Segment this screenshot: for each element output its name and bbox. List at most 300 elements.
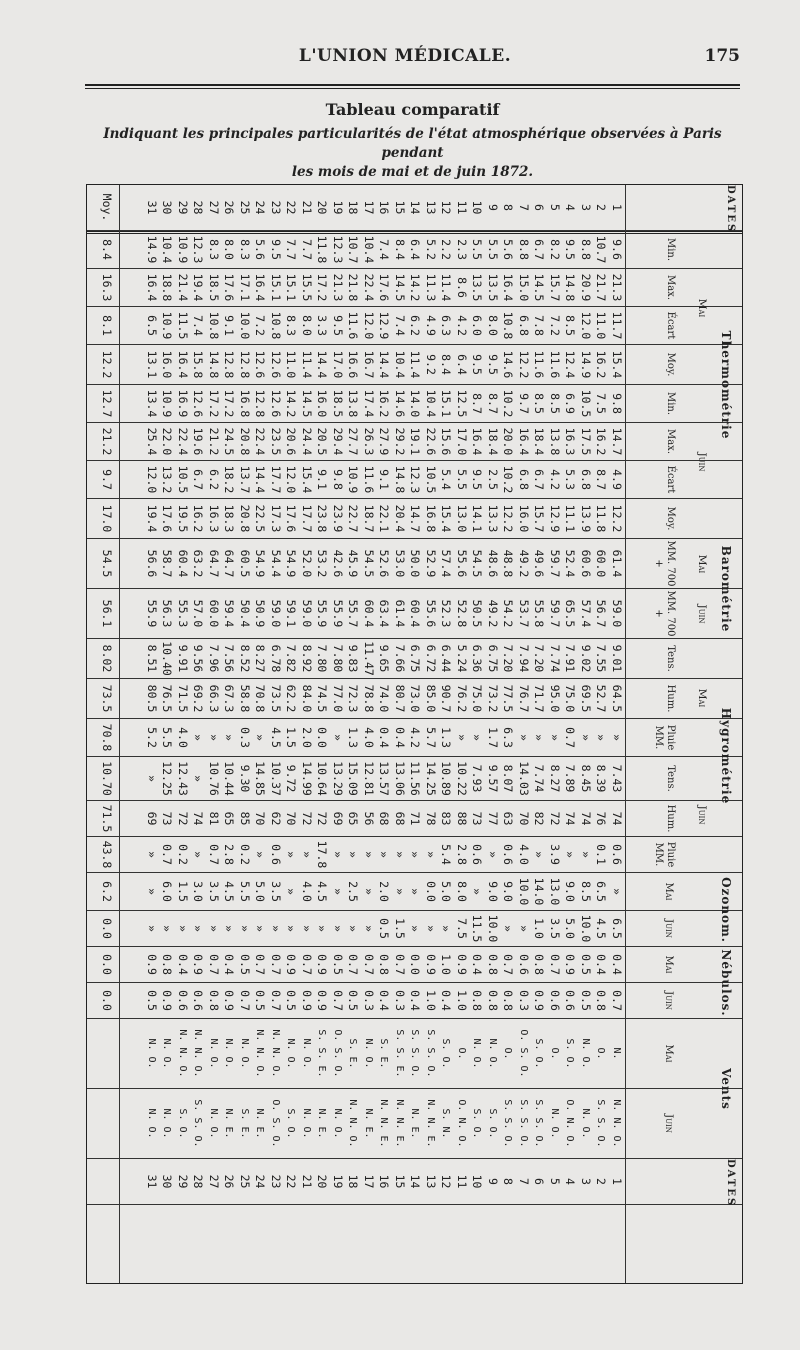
column-n_mai — [87, 947, 742, 983]
data-cell: 0.5 — [331, 954, 345, 975]
data-cell: 8.0 — [486, 315, 500, 336]
data-cell: 55.6 — [455, 549, 469, 578]
data-cell: 12.81 — [362, 761, 376, 796]
moy-cell: 0.0 — [100, 954, 114, 975]
data-cell: » — [579, 734, 593, 741]
data-cell: 8.5 — [532, 393, 547, 414]
date-cell: 19 — [331, 1174, 345, 1189]
data-cell: 10.7 — [346, 235, 361, 264]
date-cell: 8 — [501, 204, 516, 211]
data-cell: 49.2 — [517, 549, 531, 578]
data-cell: 0.6 — [501, 844, 516, 865]
data-cell: 21.8 — [346, 273, 361, 302]
data-cell: 77 — [486, 811, 500, 826]
data-cell: 29.2 — [393, 427, 407, 456]
data-cell: 12.25 — [160, 761, 175, 796]
data-cell: 1.0 — [424, 990, 438, 1011]
data-cell: 56.7 — [594, 599, 609, 628]
data-cell: 13.1 — [145, 350, 159, 379]
data-cell: 55.3 — [176, 599, 190, 628]
data-cell: 52.0 — [300, 549, 314, 578]
data-cell: 10.9 — [160, 389, 175, 418]
column-header: Max. — [665, 428, 676, 455]
data-cell: 9.1 — [377, 469, 392, 490]
moy-cell: 8.1 — [100, 315, 114, 336]
data-cell: 7.4 — [377, 239, 392, 260]
data-cell: 6.7 — [532, 239, 547, 260]
data-cell: » — [284, 925, 299, 932]
data-cell: 0.8 — [470, 990, 485, 1011]
data-cell: 66.3 — [207, 684, 221, 713]
data-cell: 18.5 — [331, 389, 345, 418]
data-cell: 0.9 — [315, 954, 330, 975]
data-cell: 50.0 — [408, 549, 423, 578]
data-cell: 23.9 — [331, 504, 345, 533]
table-subtitle — [85, 125, 740, 182]
date-cell: 8 — [501, 1178, 516, 1185]
data-cell: 77.5 — [501, 684, 516, 713]
data-cell: S. N. — [440, 1108, 452, 1139]
date-cell: 17 — [362, 1174, 376, 1189]
moy-cell: 12.2 — [100, 350, 114, 379]
data-cell: » — [207, 925, 221, 932]
data-cell: » — [594, 734, 609, 741]
data-cell: 59.7 — [548, 549, 562, 578]
data-cell: » — [238, 925, 252, 932]
data-cell: N. E. — [409, 1108, 421, 1139]
data-cell: S. S. O. — [595, 1099, 607, 1148]
data-cell: 6.8 — [517, 315, 531, 336]
data-cell: 14.4 — [315, 350, 330, 379]
data-cell: 20.6 — [284, 427, 299, 456]
data-cell: O. S. O. — [518, 1029, 529, 1078]
data-cell: 12.8 — [253, 389, 268, 418]
data-cell: 4.5 — [594, 918, 609, 939]
data-cell: 12.0 — [362, 311, 376, 340]
data-cell: 67.3 — [222, 684, 237, 713]
data-cell: 70 — [284, 811, 299, 826]
data-cell: 11.8 — [594, 504, 609, 533]
data-cell: 0.5 — [284, 990, 299, 1011]
data-cell: 85 — [238, 811, 252, 826]
data-cell: 7.7 — [284, 239, 299, 260]
data-cell: S. S. O. — [533, 1099, 545, 1148]
data-cell: 64.7 — [222, 549, 237, 578]
data-cell: 85.0 — [424, 684, 438, 713]
column-header: Juin — [663, 991, 674, 1010]
data-cell: 4.2 — [455, 315, 469, 336]
data-cell: 57.0 — [191, 599, 206, 628]
data-cell: 9.65 — [377, 644, 392, 673]
column-t_juin_max — [87, 423, 742, 461]
data-cell: 45.9 — [346, 549, 361, 578]
data-cell: 6.2 — [408, 315, 423, 336]
data-cell: » — [253, 734, 268, 741]
data-cell: 19.4 — [145, 504, 159, 533]
data-cell: 9.5 — [331, 315, 345, 336]
data-cell: 61.4 — [393, 599, 407, 628]
data-cell: 78.8 — [362, 684, 376, 713]
data-cell: 49.6 — [532, 549, 547, 578]
data-cell: 5.5 — [455, 469, 469, 490]
data-cell: 0.6 — [548, 990, 562, 1011]
data-cell: O. — [456, 1047, 467, 1060]
data-cell: 0.7 — [346, 954, 361, 975]
data-cell: 50.5 — [470, 599, 485, 628]
data-cell: 12.2 — [610, 504, 624, 533]
column-v_mai — [87, 1019, 742, 1089]
data-cell: » — [253, 925, 268, 932]
data-cell: 13.8 — [346, 389, 361, 418]
data-cell: » — [501, 925, 516, 932]
data-cell: 16.6 — [346, 350, 361, 379]
data-cell: 13.0 — [548, 877, 562, 906]
data-cell: 0.7 — [207, 954, 221, 975]
date-cell: 14 — [408, 200, 423, 215]
data-cell: 0.8 — [501, 990, 516, 1011]
group-hygro-juin: Juin — [696, 805, 708, 825]
data-cell: 6.4 — [455, 354, 469, 375]
data-cell: 7.55 — [594, 644, 609, 673]
column-header: Tens. — [665, 645, 676, 672]
data-cell: 70 — [517, 811, 531, 826]
data-cell: 68 — [393, 811, 407, 826]
data-cell: 12.6 — [269, 389, 283, 418]
data-cell: 59.0 — [300, 599, 314, 628]
data-cell: 0.9 — [160, 990, 175, 1011]
data-cell: 5.6 — [253, 239, 268, 260]
data-cell: 19.5 — [176, 504, 190, 533]
data-cell: 0.8 — [486, 954, 500, 975]
data-cell: 76.5 — [160, 684, 175, 713]
data-cell: 60.5 — [238, 549, 252, 578]
date-cell: 6 — [532, 204, 547, 211]
data-cell: S. O. — [285, 1108, 297, 1139]
data-cell: 23.5 — [269, 427, 283, 456]
data-cell: 10.0 — [579, 914, 593, 943]
data-cell: 8.27 — [253, 644, 268, 673]
moy-cell: 8.02 — [100, 644, 114, 673]
data-cell: » — [610, 888, 624, 895]
data-cell: N. O. — [223, 1038, 235, 1069]
column-header: Pluie MM. — [653, 841, 676, 868]
data-cell: 7.7 — [300, 239, 314, 260]
data-cell: 0.7 — [207, 844, 221, 865]
group-thermo-juin: Juin — [696, 452, 708, 472]
data-cell: 22.5 — [253, 504, 268, 533]
data-cell: 11.0 — [284, 350, 299, 379]
data-cell: 59.0 — [610, 599, 624, 628]
data-cell: 5.4 — [439, 469, 454, 490]
data-cell: N. O. — [161, 1108, 173, 1139]
data-cell: 95.0 — [548, 684, 562, 713]
data-cell: N. O. — [301, 1108, 312, 1139]
date-cell: 17 — [362, 200, 376, 215]
data-cell: 0.5 — [238, 954, 252, 975]
data-cell: 0.7 — [238, 990, 252, 1011]
data-cell: 8.7 — [486, 393, 500, 414]
data-cell: 7.94 — [517, 644, 531, 673]
table-rule — [119, 185, 120, 1283]
data-cell: 76 — [594, 811, 609, 826]
data-cell: 53.7 — [517, 599, 531, 628]
data-cell: » — [346, 925, 361, 932]
data-cell: » — [331, 734, 345, 741]
data-cell: 3.0 — [191, 881, 206, 902]
data-cell: 0.9 — [532, 990, 547, 1011]
data-cell: » — [145, 851, 159, 858]
data-cell: 6.5 — [145, 315, 159, 336]
data-cell: 4.5 — [269, 727, 283, 748]
data-cell: » — [145, 925, 159, 932]
data-cell: 17.2 — [315, 273, 330, 302]
data-cell: 16.4 — [501, 273, 516, 302]
moy-cell: 16.3 — [100, 273, 114, 302]
data-cell: 55.9 — [331, 599, 345, 628]
data-cell: 15.4 — [610, 350, 624, 379]
column-t_mai_min — [87, 231, 742, 269]
data-cell: » — [408, 888, 423, 895]
data-cell: 15.1 — [439, 389, 454, 418]
data-cell: 73 — [470, 811, 485, 826]
data-cell: 9.6 — [610, 239, 624, 260]
data-cell: 12.0 — [284, 465, 299, 494]
data-cell: 0.4 — [176, 954, 190, 975]
data-cell: 61.4 — [610, 549, 624, 578]
data-cell: 60.6 — [579, 549, 593, 578]
data-cell: » — [424, 851, 438, 858]
data-cell: » — [563, 851, 578, 858]
data-cell: 6.9 — [563, 393, 578, 414]
data-cell: N. O. — [487, 1038, 498, 1069]
data-cell: 0.6 — [176, 990, 190, 1011]
group-thermometrie: Thermométrie — [719, 330, 733, 440]
data-cell: 59.0 — [269, 599, 283, 628]
data-cell: 5.0 — [253, 881, 268, 902]
date-cell: 12 — [439, 1174, 454, 1189]
data-cell: 7.2 — [548, 315, 562, 336]
data-cell: 73.5 — [269, 684, 283, 713]
data-cell: 18.3 — [222, 504, 237, 533]
data-cell: 42.6 — [331, 549, 345, 578]
data-cell: 69 — [331, 811, 345, 826]
data-cell: 0.9 — [563, 954, 578, 975]
data-cell: 14.85 — [253, 761, 268, 796]
data-cell: 17.2 — [207, 389, 221, 418]
running-head — [60, 46, 750, 72]
data-cell: O. N. O. — [564, 1099, 576, 1148]
data-cell: 63 — [501, 811, 516, 826]
data-cell: 10.89 — [439, 761, 454, 796]
data-cell: N. O. — [146, 1108, 157, 1139]
data-cell: 11.5 — [176, 311, 190, 340]
table-rule — [625, 185, 626, 1283]
data-cell: 23.8 — [315, 504, 330, 533]
data-cell: 60.0 — [594, 549, 609, 578]
data-cell: 14.6 — [393, 389, 407, 418]
data-cell: 6.4 — [408, 239, 423, 260]
data-cell: 7.56 — [222, 644, 237, 673]
data-cell: 14.0 — [408, 389, 423, 418]
column-header: MM. 700 + — [653, 540, 676, 587]
data-cell: 2.5 — [346, 881, 361, 902]
dates-column-right — [87, 1159, 742, 1208]
data-cell: 74.5 — [315, 684, 330, 713]
data-cell: 8.92 — [300, 644, 314, 673]
data-cell: » — [300, 851, 314, 858]
data-cell: S. E. — [347, 1038, 359, 1069]
data-cell: 24.4 — [300, 427, 314, 456]
data-cell: 17.6 — [377, 273, 392, 302]
date-cell: 18 — [346, 1174, 361, 1189]
data-cell: 9.57 — [486, 764, 500, 793]
date-cell: 23 — [269, 1174, 283, 1189]
date-cell: 22 — [284, 1174, 299, 1189]
data-cell: 21.4 — [176, 273, 190, 302]
date-cell: 7 — [517, 1178, 531, 1185]
data-cell: 62.2 — [284, 684, 299, 713]
data-cell: 11.5 — [470, 914, 485, 943]
date-cell: 1 — [610, 204, 624, 211]
data-cell: 1.3 — [439, 727, 454, 748]
data-cell: 12.0 — [579, 311, 593, 340]
date-cell: 21 — [300, 200, 314, 215]
data-cell: 4.0 — [176, 727, 190, 748]
date-cell: 29 — [176, 200, 190, 215]
data-cell: O. — [549, 1047, 560, 1060]
data-cell: S. S. E. — [316, 1029, 328, 1078]
data-cell: 9.30 — [238, 764, 252, 793]
data-cell: 75.0 — [563, 684, 578, 713]
data-cell: 17.4 — [362, 389, 376, 418]
data-cell: 16.4 — [176, 350, 190, 379]
date-cell: 16 — [377, 1174, 392, 1189]
data-cell: 11.6 — [548, 350, 562, 379]
data-cell: 48.8 — [501, 549, 516, 578]
data-cell: 88 — [455, 811, 469, 826]
data-cell: 4.0 — [362, 727, 376, 748]
moy-cell: 12.7 — [100, 389, 114, 418]
date-cell: 19 — [331, 200, 345, 215]
data-cell: 29.4 — [331, 427, 345, 456]
data-cell: 22.1 — [377, 504, 392, 533]
column-t_juin_ecart — [87, 461, 742, 499]
date-cell: 6 — [532, 1178, 547, 1185]
data-cell: S. O. — [177, 1108, 188, 1139]
data-cell: N. N. O. — [611, 1099, 622, 1148]
data-cell: 12.8 — [222, 350, 237, 379]
data-cell: 21.7 — [594, 273, 609, 302]
column-header: Juin — [663, 1114, 674, 1133]
date-cell: 1 — [610, 1178, 624, 1185]
data-cell: 0.9 — [284, 954, 299, 975]
data-cell: 7.96 — [207, 644, 221, 673]
data-cell: 0.7 — [563, 727, 578, 748]
date-cell: 10 — [470, 1174, 485, 1189]
data-cell: 22.4 — [176, 427, 190, 456]
data-cell: 0.5 — [253, 990, 268, 1011]
data-cell: 0.4 — [377, 727, 392, 748]
rotated-table — [87, 185, 742, 1283]
data-cell: 16.9 — [176, 389, 190, 418]
data-cell: 2.5 — [486, 469, 500, 490]
data-cell: 26.3 — [362, 427, 376, 456]
data-cell: 15.7 — [548, 273, 562, 302]
data-cell: 74.0 — [377, 684, 392, 713]
data-cell: 17.8 — [315, 840, 330, 869]
data-cell: 75.0 — [470, 684, 485, 713]
data-cell: 7.4 — [393, 315, 407, 336]
data-cell: 7.20 — [501, 644, 516, 673]
data-cell: » — [331, 851, 345, 858]
data-cell: 16.2 — [594, 427, 609, 456]
data-cell: 16.8 — [238, 389, 252, 418]
data-cell: 60.4 — [176, 549, 190, 578]
data-cell: 77.0 — [331, 684, 345, 713]
data-cell: 21.2 — [207, 427, 221, 456]
data-cell: 4.0 — [517, 844, 531, 865]
group-thermo-mai: Mai — [696, 298, 708, 318]
date-cell: 22 — [284, 200, 299, 215]
data-cell: 0.6 — [269, 844, 283, 865]
data-cell: 6.2 — [207, 469, 221, 490]
date-cell: 2 — [594, 1178, 609, 1185]
data-cell: 8.5 — [563, 315, 578, 336]
data-cell: N. N. O. — [192, 1029, 204, 1078]
data-cell: 0.0 — [424, 881, 438, 902]
data-cell: 3.5 — [207, 881, 221, 902]
data-cell: 10.0 — [238, 311, 252, 340]
date-cell: 4 — [563, 204, 578, 211]
data-cell: 8.5 — [579, 881, 593, 902]
data-cell: 83 — [439, 811, 454, 826]
data-cell: 0.7 — [160, 844, 175, 865]
data-cell: 18.4 — [532, 427, 547, 456]
data-cell: 1.3 — [346, 727, 361, 748]
date-cell: 29 — [176, 1174, 190, 1189]
date-cell: 14 — [408, 1174, 423, 1189]
data-cell: 14.2 — [408, 273, 423, 302]
data-cell: 10.2 — [501, 389, 516, 418]
data-cell: 52.6 — [377, 549, 392, 578]
data-cell: 58.7 — [160, 549, 175, 578]
moy-cell: 0.0 — [100, 990, 114, 1011]
data-cell: » — [408, 925, 423, 932]
date-cell: 3 — [579, 204, 593, 211]
data-cell: » — [207, 734, 221, 741]
data-cell: O. S. O. — [270, 1099, 281, 1148]
data-cell: 27.7 — [346, 427, 361, 456]
data-cell: N. N. E. — [394, 1099, 405, 1148]
date-cell: 31 — [145, 1174, 159, 1189]
data-cell: 0.0 — [315, 727, 330, 748]
data-cell: 16.2 — [191, 504, 206, 533]
date-cell: 25 — [238, 200, 252, 215]
data-cell: 7.5 — [594, 393, 609, 414]
data-cell: 7.82 — [284, 644, 299, 673]
data-cell: N. O. — [301, 1038, 312, 1069]
data-cell: 54.2 — [501, 599, 516, 628]
data-cell: 2.0 — [300, 727, 314, 748]
data-cell: 12.6 — [269, 350, 283, 379]
data-cell: 16.4 — [253, 273, 268, 302]
data-cell: » — [439, 925, 454, 932]
data-cell: 6.78 — [269, 644, 283, 673]
date-cell: 26 — [222, 1174, 237, 1189]
data-cell: 16.0 — [517, 504, 531, 533]
data-cell: 8.0 — [222, 239, 237, 260]
data-cell: 7.80 — [315, 644, 330, 673]
